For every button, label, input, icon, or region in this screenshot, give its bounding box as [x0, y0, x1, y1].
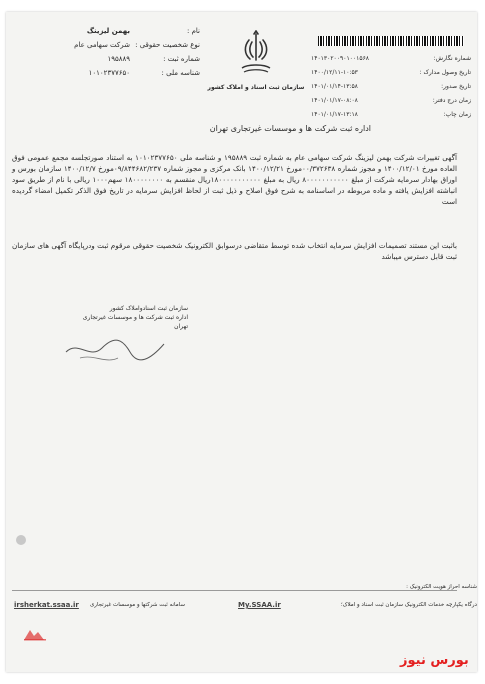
national-id-value: ۱۰۱۰۲۳۷۷۶۵۰ — [88, 68, 130, 77]
issue-date-label: تاریخ صدور: — [441, 83, 471, 90]
stamp-mark — [16, 535, 26, 545]
irsherkat-caption: سامانه ثبت شرکتها و موسسات غیرتجاری — [90, 602, 185, 608]
emblem-caption: سازمان ثبت اسناد و املاک کشور — [207, 84, 305, 91]
meta-row — [311, 108, 471, 122]
national-id-label: شناسه ملی : — [161, 68, 200, 77]
registration-number-value: ۱۹۵۸۸۹ — [107, 54, 130, 63]
meta-row — [311, 66, 471, 80]
print-time-label: زمان چاپ: — [443, 111, 471, 118]
receipt-date-value: ۱۴۰۰/۱۲/۱۱-۱۰:۵۳ — [311, 69, 358, 76]
company-info-block — [50, 24, 200, 80]
myssaa-caption: درگاه یکپارچه خدمات الکترونیک سازمان ثبت اسناد و املاک؛ — [340, 602, 477, 608]
entity-type-label: نوع شخصیت حقوقی : — [135, 40, 200, 49]
company-name-value: بهمن لیزینگ — [86, 26, 130, 35]
bourse-news-watermark: بورس نیوز — [400, 653, 469, 668]
signature-dept-line: اداره ثبت شرکت ها و موسسات غیرتجاری تهران — [82, 314, 188, 330]
entity-type-value: شرکت سهامی عام — [74, 40, 130, 49]
company-info-row — [50, 66, 200, 80]
company-info-row — [50, 38, 200, 52]
irsherkat-link[interactable]: irsherkat.ssaa.ir — [14, 601, 79, 609]
signature-block — [78, 304, 188, 331]
signature-org-line: سازمان ثبت اسنادواملاک کشور — [109, 305, 188, 312]
meta-row — [311, 52, 471, 66]
barcode — [318, 36, 464, 46]
myssaa-link[interactable]: My.SSAA.ir — [238, 601, 281, 609]
issue-date-value: ۱۴۰۱/۰۱/۱۴-۱۳:۵۸ — [311, 83, 358, 90]
writing-number-label: شماره نگارش: — [433, 55, 471, 62]
meta-row — [311, 94, 471, 108]
print-time-value: ۱۴۰۱/۰۱/۱۷-۱۳:۱۸ — [311, 111, 358, 118]
news-logo-icon — [22, 628, 50, 642]
document-meta-block — [311, 52, 471, 122]
iran-emblem-icon — [238, 30, 274, 76]
meta-row — [311, 80, 471, 94]
company-info-row — [50, 24, 200, 38]
register-time-label: زمان درج دفتر: — [432, 97, 471, 104]
company-name-label: نام : — [187, 26, 200, 35]
company-info-row — [50, 52, 200, 66]
registration-note-paragraph: باثبت این مستند تصمیمات افزایش سرمایه انتخاب شده توسط متقاضی درسوابق الکترونیک شخصیت حقوقی مرقوم ثبت ودرپایگاه آگهی های سازمان ثبت قابل دسترس میباشد — [12, 241, 457, 261]
writing-number-value: ۱۴۰۱۳۰۲۰۰۹۰۱۰۰۱۵۶۸ — [311, 55, 370, 62]
handwritten-signature — [60, 330, 170, 370]
department-title: اداره ثبت شرکت ها و موسسات غیرتجاری تهران — [209, 124, 371, 133]
footer-divider — [12, 590, 457, 591]
receipt-date-label: تاریخ وصول مدارک : — [419, 69, 471, 76]
registration-number-label: شماره ثبت : — [163, 54, 200, 63]
announcement-paragraph: آگهی تغییرات شرکت بهمن لیزینگ شرکت سهامی عام به شماره ثبت ۱۹۵۸۸۹ و شناسه ملی ۱۰۱۰۲۳۷۷۶۵۰ به استناد صورتجلسه مجمع عمومی فوق العاده مورخ ۱۴۰۰/۱۲/۰۱ و مجوز شماره ۰۰/۳۷۲۶۳۸مورخ ۱۴۰۰/۱۲/۲۱ بانک مرکزی و مجوز شماره ۰۹/۸۴۴۶۸۲/۲۳۷مورخ ۱۴۰۰/۱۲/۷ سازمان بورس و اوراق بهادار سرمایه شرکت از مبلغ ۸۰۰۰۰۰۰۰۰۰۰۰ ریال به مبلغ ۱۸۰۰۰۰۰۰۰۰۰۰۰ریال منقسم به ۱۸۰۰۰۰۰۰۰۰ سهم۱۰۰۰ ریالی با نام از طریق سود انباشته افزایش یافته و ماده مربوطه در اساسنامه به شرح فوق اصلاح و ذیل ثبت از لحاظ افزایش سرمایه در تاریخ فوق الذکر تکمیل امضاء گردیده است — [12, 153, 458, 206]
register-time-value: ۱۴۰۱/۰۱/۱۷-۰۸:۰۸ — [311, 97, 358, 104]
electronic-id-label: شناسه احراز هویت الکترونیک : — [406, 584, 477, 590]
